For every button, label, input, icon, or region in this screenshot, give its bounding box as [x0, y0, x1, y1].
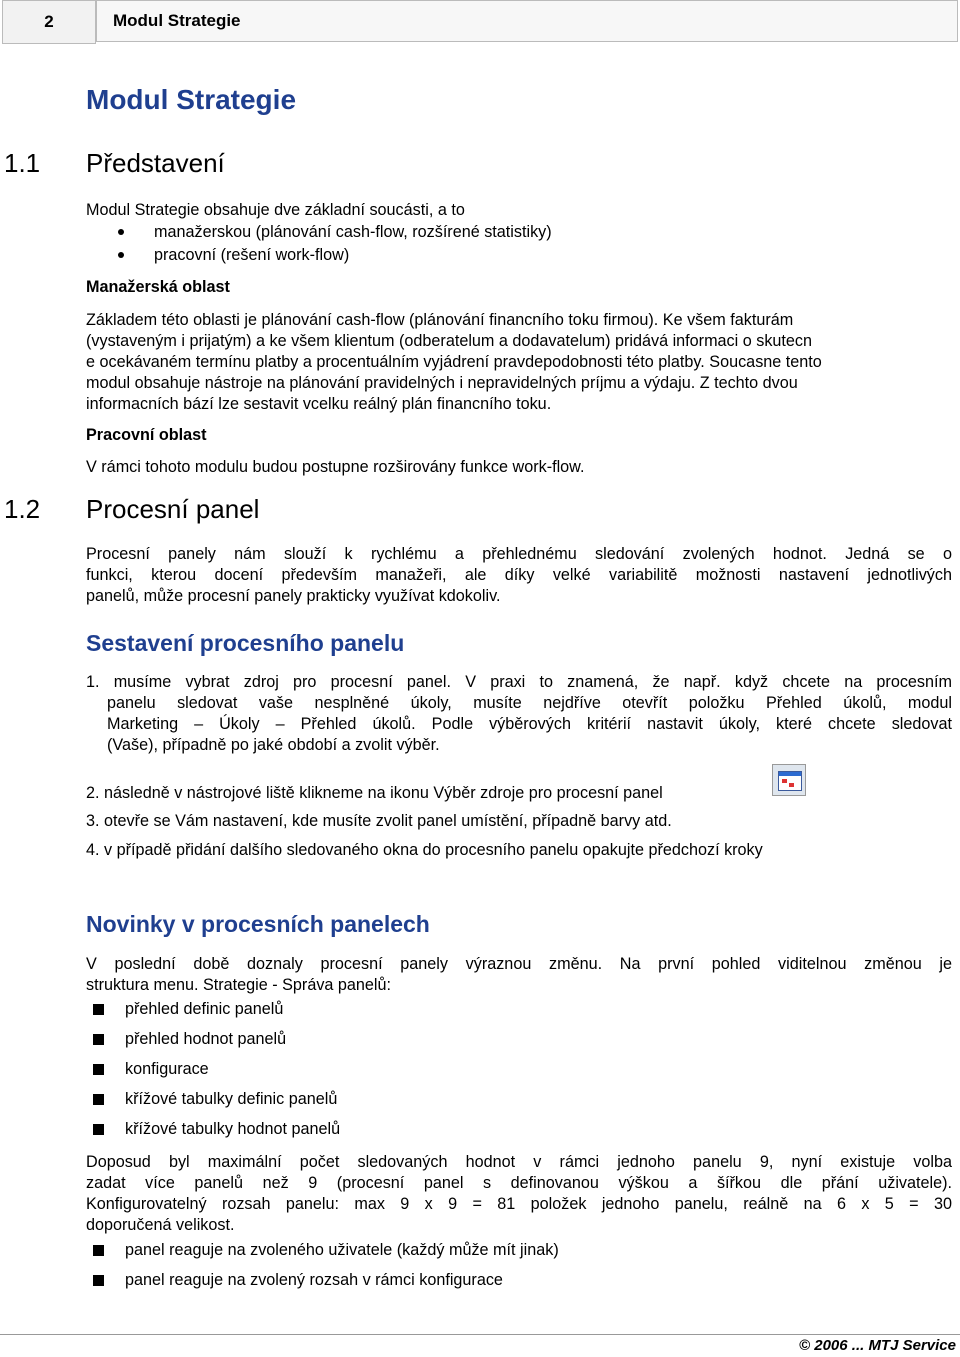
- step-line: 1. musíme vybrat zdroj pro procesní panel. V praxi to znamená, že např. když chcete na procesním: [86, 673, 952, 691]
- page-header: [0, 0, 960, 44]
- bullet-square-icon: [93, 1064, 104, 1075]
- step-line: panelu sledovat vaše nesplněné úkoly, musíte nejdříve otevřít položku Přehled úkolů, modul: [107, 694, 952, 712]
- bullet-square-icon: [93, 1094, 104, 1105]
- list-item: panel reaguje na zvoleného uživatele (každý může mít jinak): [125, 1241, 559, 1259]
- footer-divider: [0, 1334, 960, 1335]
- assembly-heading: Sestavení procesního panelu: [86, 630, 405, 656]
- paragraph-line: (vystaveným i prijatým) a ke všem klientum (odberatelum a dodavatelum) pridává informaci o skutecn: [86, 332, 813, 350]
- list-item: křížové tabulky definic panelů: [125, 1090, 338, 1108]
- list-item: křížové tabulky hodnot panelů: [125, 1120, 341, 1138]
- section-number-1-1: 1.1: [4, 148, 41, 178]
- bullet-item: pracovní (rešení work-flow): [154, 246, 350, 264]
- paragraph-line: struktura menu. Strategie - Správa panelů:: [86, 976, 392, 994]
- step-1: [86, 672, 952, 756]
- section-title-1-2: Procesní panel: [86, 494, 260, 524]
- list-item: konfigurace: [125, 1060, 209, 1078]
- subheading-work: Pracovní oblast: [86, 426, 207, 444]
- panel-paragraph: [86, 544, 952, 607]
- paragraph-line: Doposud byl maximální počet sledovaných hodnot v rámci jednoho panelu 9, nyní existuje volba: [86, 1153, 952, 1171]
- paragraph-line: e ocekávaném termínu platby a procentuálním vyjádrení pravdepodobnosti této platby. Soucasne tento: [86, 353, 822, 371]
- intro-text: Modul Strategie obsahuje dve základní soucásti, a to: [86, 201, 465, 219]
- bullet-square-icon: [93, 1275, 104, 1286]
- bullet-square-icon: [93, 1004, 104, 1015]
- icon-cell: [782, 779, 787, 783]
- list-item: přehled hodnot panelů: [125, 1030, 287, 1048]
- icon-cell: [789, 783, 794, 787]
- paragraph-line: modul obsahuje nástroje na plánování pravidelných i nepravidelných príjmu a výdaju. Z techto dvou: [86, 374, 798, 392]
- step-2: 2. následně v nástrojové liště klikneme na ikonu Výběr zdroje pro procesní panel: [86, 784, 663, 802]
- news-heading: Novinky v procesních panelech: [86, 911, 430, 937]
- footer-copyright: © 2006 ... MTJ Service: [799, 1337, 956, 1354]
- icon-titlebar: [779, 772, 801, 776]
- paragraph-line: panelů, může procesní panely prakticky využívat kdokoliv.: [86, 587, 501, 605]
- step-line: (Vaše), případně po jaké období a zvolit výběr.: [107, 736, 440, 754]
- source-select-icon[interactable]: [772, 764, 806, 796]
- manager-paragraph: [86, 310, 822, 415]
- paragraph-line: Základem této oblasti je plánování cash-flow (plánování financního toku firmou). Ke všem fakturám: [86, 311, 794, 329]
- paragraph-line: zadat více panelů než 9 (procesní panel s definovanou výškou a šířkou dle přání uživatele).: [86, 1174, 952, 1192]
- section-number-1-2: 1.2: [4, 494, 41, 524]
- work-text: V rámci tohoto modulu budou postupne rozširovány funkce work-flow.: [86, 458, 585, 476]
- paragraph-line: doporučená velikost.: [86, 1216, 235, 1234]
- paragraph-line: informacních bází lze sestavit vcelku reálný plán financního toku.: [86, 395, 552, 413]
- bullet-square-icon: [93, 1245, 104, 1256]
- paragraph-line: Konfigurovatelný rozsah panelu: max 9 x 9 = 81 položek jednoho panelu, reálně na 6 x 5 = 30: [86, 1195, 952, 1213]
- subheading-manager: Manažerská oblast: [86, 278, 230, 296]
- section-title-1-1: Představení: [86, 148, 225, 178]
- list-item: panel reaguje na zvolený rozsah v rámci konfigurace: [125, 1271, 503, 1289]
- bullet-square-icon: [93, 1124, 104, 1135]
- news-paragraph: [86, 1152, 952, 1236]
- step-3: 3. otevře se Vám nastavení, kde musíte zvolit panel umístění, případně barvy atd.: [86, 812, 672, 830]
- bullet-icon: [118, 252, 124, 258]
- paragraph-line: V poslední době doznaly procesní panely výraznou změnu. Na první pohled viditelnou změnou je: [86, 955, 952, 973]
- bullet-icon: [118, 229, 124, 235]
- bullet-item: manažerskou (plánování cash-flow, rozšírené statistiky): [154, 223, 552, 241]
- paragraph-line: Procesní panely nám slouží k rychlému a přehlednému sledování zvolených hodnot. Jedná se o: [86, 545, 952, 563]
- bullet-square-icon: [93, 1034, 104, 1045]
- page-title: Modul Strategie: [86, 84, 297, 115]
- step-4: 4. v případě přidání dalšího sledovaného okna do procesního panelu opakujte předchozí kroky: [86, 841, 763, 859]
- paragraph-line: funkci, kterou docení především manažeři, ale díky velké variabilitě možnosti nastavení jednotlivých: [86, 566, 952, 584]
- news-intro: [86, 954, 952, 996]
- chapter-title: Modul Strategie: [96, 0, 958, 42]
- step-line: Marketing – Úkoly – Přehled úkolů. Podle výběrových kritérií nastavit úkoly, které chcete sledovat: [107, 715, 952, 733]
- icon-window: [778, 771, 802, 791]
- chapter-number: 2: [2, 0, 96, 44]
- list-item: přehled definic panelů: [125, 1000, 284, 1018]
